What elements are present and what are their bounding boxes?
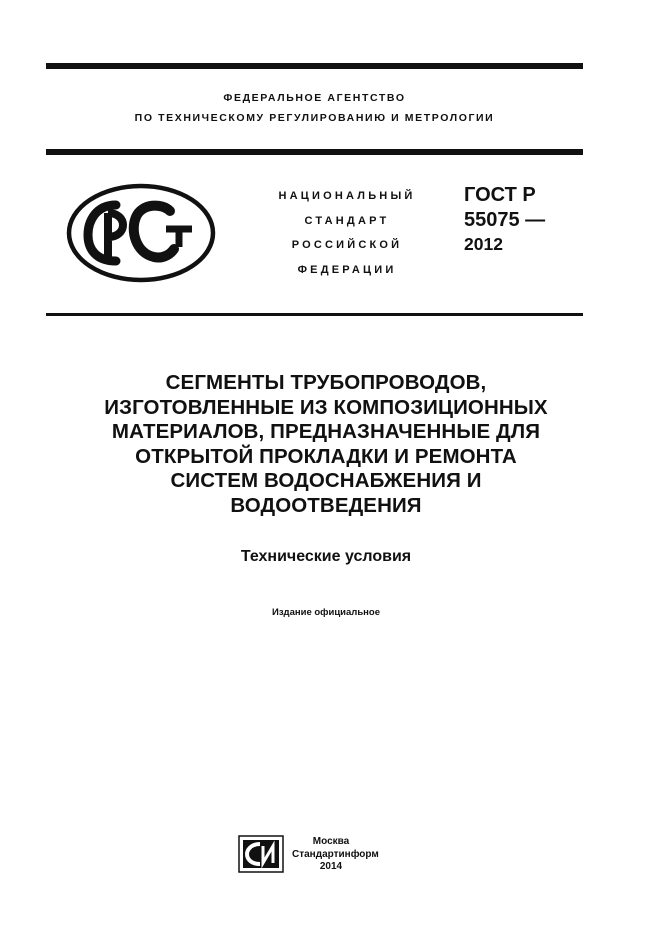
agency-line-2: ПО ТЕХНИЧЕСКОМУ РЕГУЛИРОВАНИЮ И МЕТРОЛОГИИ	[134, 112, 495, 124]
publisher-city: Москва	[312, 836, 350, 847]
standard-type-line: РОССИЙСКОЙ	[291, 239, 403, 251]
top-rule	[46, 63, 583, 69]
title-line: ВОДООТВЕДЕНИЯ	[230, 493, 422, 517]
title-line: ОТКРЫТОЙ ПРОКЛАДКИ И РЕМОНТА	[135, 444, 517, 468]
title-line: СЕГМЕНТЫ ТРУБОПРОВОДОВ,	[165, 371, 487, 394]
rst-logo-icon	[66, 183, 216, 283]
bottom-rule	[46, 313, 583, 316]
standard-type-line: СТАНДАРТ	[304, 214, 390, 227]
designation-prefix: ГОСТ Р	[464, 184, 536, 206]
designation-number: 55075 —	[464, 209, 546, 231]
standard-designation	[464, 183, 545, 255]
title-line: ИЗГОТОВЛЕННЫЕ ИЗ КОМПОЗИЦИОННЫХ	[104, 395, 548, 419]
middle-rule	[46, 149, 583, 155]
publisher-year: 2014	[319, 861, 343, 872]
edition-note: Издание официальное	[272, 607, 380, 618]
document-subtitle: Технические условия	[240, 548, 412, 565]
publisher-info	[292, 836, 379, 874]
standard-type	[262, 184, 432, 282]
agency-line-1: ФЕДЕРАЛЬНОЕ АГЕНТСТВО	[223, 92, 406, 104]
standard-type-line: ФЕДЕРАЦИИ	[297, 263, 397, 276]
standard-type-line: НАЦИОНАЛЬНЫЙ	[278, 190, 416, 202]
standartinform-logo-icon	[238, 835, 284, 873]
title-line: МАТЕРИАЛОВ, ПРЕДНАЗНАЧЕННЫЕ ДЛЯ	[111, 420, 541, 443]
designation-year: 2012	[464, 234, 503, 254]
document-title	[46, 371, 606, 518]
publisher-name: Стандартинформ	[292, 848, 379, 860]
title-line: СИСТЕМ ВОДОСНАБЖЕНИЯ И	[170, 469, 482, 492]
